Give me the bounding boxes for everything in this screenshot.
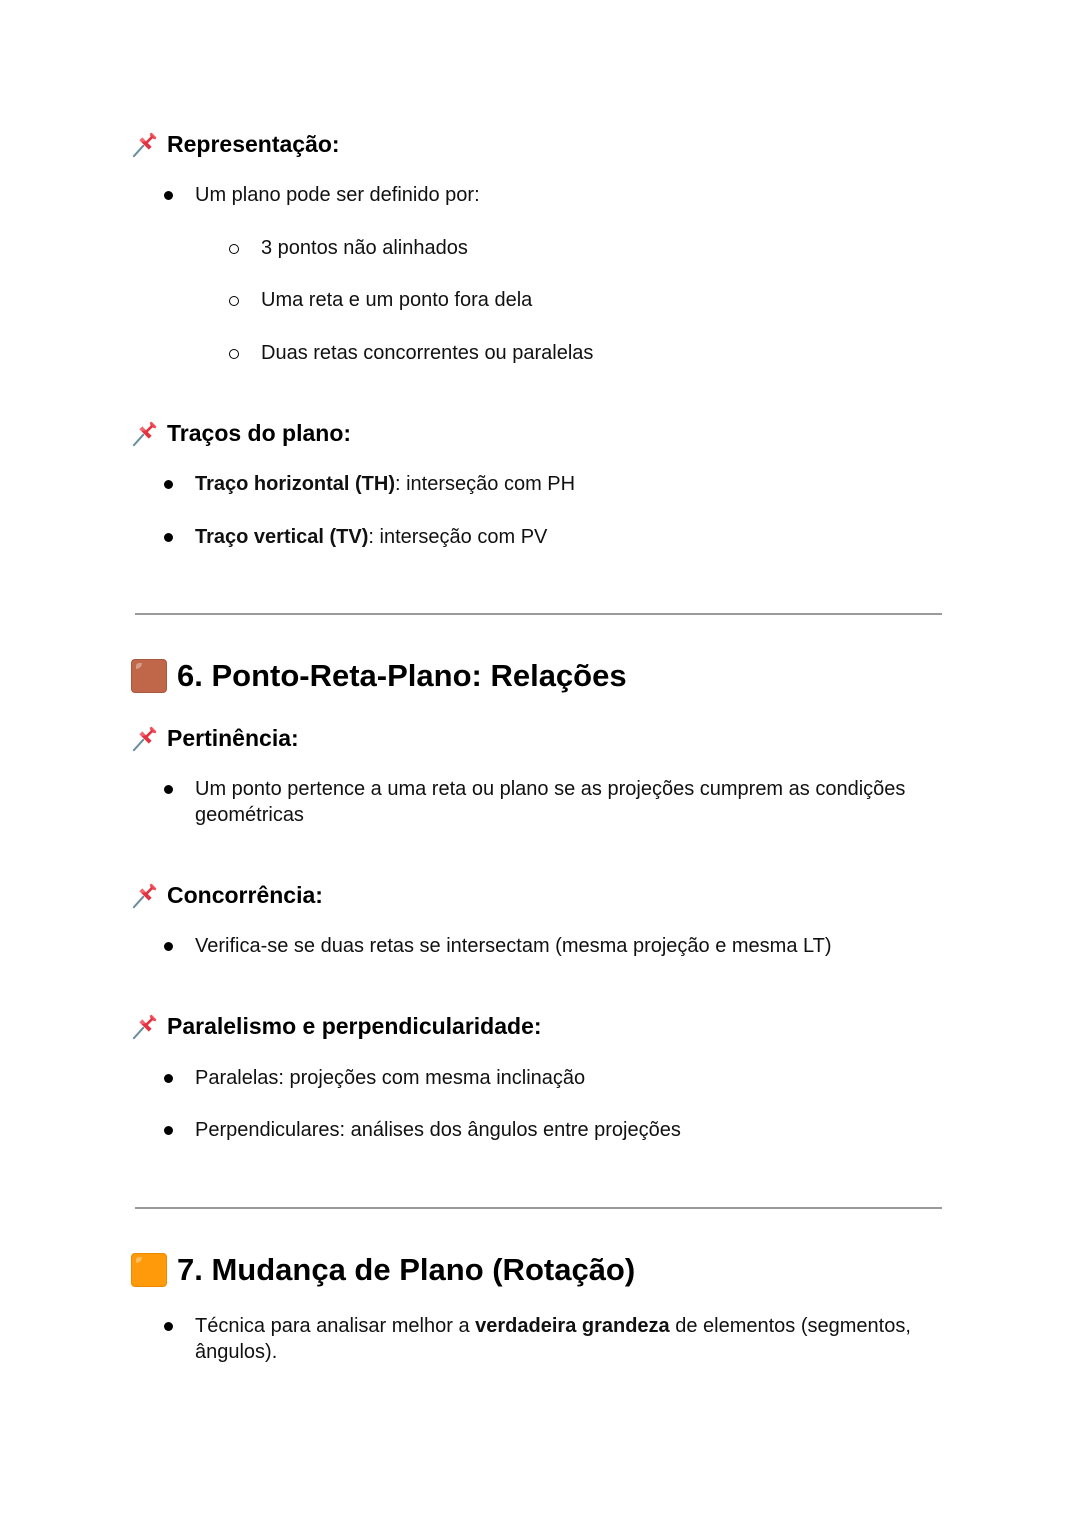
list-item-text: Perpendiculares: análises dos ângulos entre projeções xyxy=(195,1119,681,1141)
heading-tracos xyxy=(131,419,351,447)
list-item xyxy=(164,933,832,959)
text-before: Técnica para analisar melhor a xyxy=(195,1315,476,1337)
section-title-text: 7. Mudança de Plano (Rotação) xyxy=(177,1252,636,1287)
list-item xyxy=(164,471,575,497)
hollow-bullet-icon xyxy=(229,296,239,306)
hollow-bullet-icon xyxy=(229,349,239,359)
brown-square-icon xyxy=(131,659,167,693)
pushpin-icon xyxy=(131,881,161,909)
bold-term: Traço horizontal (TH) xyxy=(195,473,395,495)
horizontal-divider xyxy=(135,613,942,615)
term-definition: : interseção com PV xyxy=(368,526,548,548)
bold-term: Traço vertical (TV) xyxy=(195,526,369,548)
hollow-bullet-icon xyxy=(229,244,239,254)
heading-text: Concorrência: xyxy=(167,882,323,908)
bullet-icon xyxy=(164,785,173,794)
bold-term: verdadeira grandeza xyxy=(475,1315,670,1337)
heading-pertinencia xyxy=(131,724,299,752)
list-item xyxy=(164,1313,934,1365)
bullet-icon xyxy=(164,942,173,951)
list-item-text xyxy=(195,471,575,497)
heading-text: Pertinência: xyxy=(167,725,299,751)
sub-list-item-text: 3 pontos não alinhados xyxy=(261,237,468,259)
list-item xyxy=(164,182,480,208)
bullet-icon xyxy=(164,1322,173,1331)
sub-list-item xyxy=(229,340,593,366)
bullet-icon xyxy=(164,480,173,489)
bullet-icon xyxy=(164,1126,173,1135)
pushpin-icon xyxy=(131,1012,161,1040)
orange-square-icon xyxy=(131,1253,167,1287)
list-item xyxy=(164,524,547,550)
term-definition: : interseção com PH xyxy=(395,473,576,495)
list-item-text: Um plano pode ser definido por: xyxy=(195,184,480,206)
list-item xyxy=(164,776,924,828)
heading-paralelismo xyxy=(131,1012,542,1040)
bullet-icon xyxy=(164,1074,173,1083)
text-after: de elementos (segmentos, ângulos). xyxy=(195,1315,911,1363)
pushpin-icon xyxy=(131,724,161,752)
list-item-text: Verifica-se se duas retas se intersectam (mesma projeção e mesma LT) xyxy=(195,935,832,957)
section-6-title xyxy=(131,657,627,695)
list-item-text xyxy=(195,524,547,550)
list-item xyxy=(164,1117,681,1143)
section-7-title xyxy=(131,1251,635,1289)
heading-concorrencia xyxy=(131,881,323,909)
list-item-text xyxy=(195,1313,934,1365)
sub-list-item-text: Uma reta e um ponto fora dela xyxy=(261,289,533,311)
list-item xyxy=(164,1065,585,1091)
list-item-text: Paralelas: projeções com mesma inclinação xyxy=(195,1067,586,1089)
bullet-icon xyxy=(164,533,173,542)
horizontal-divider xyxy=(135,1207,942,1209)
bullet-icon xyxy=(164,191,173,200)
pushpin-icon xyxy=(131,130,161,158)
sub-list-item xyxy=(229,235,468,261)
heading-text: Representação: xyxy=(167,131,340,157)
pushpin-icon xyxy=(131,419,161,447)
section-title-text: 6. Ponto-Reta-Plano: Relações xyxy=(177,658,627,693)
heading-text: Traços do plano: xyxy=(167,420,352,446)
list-item-text: Um ponto pertence a uma reta ou plano se as projeções cumprem as condições geométricas xyxy=(195,778,906,826)
heading-text: Paralelismo e perpendicularidade: xyxy=(167,1013,542,1039)
heading-representacao xyxy=(131,130,340,158)
sub-list-item-text: Duas retas concorrentes ou paralelas xyxy=(261,342,594,364)
sub-list-item xyxy=(229,287,532,313)
